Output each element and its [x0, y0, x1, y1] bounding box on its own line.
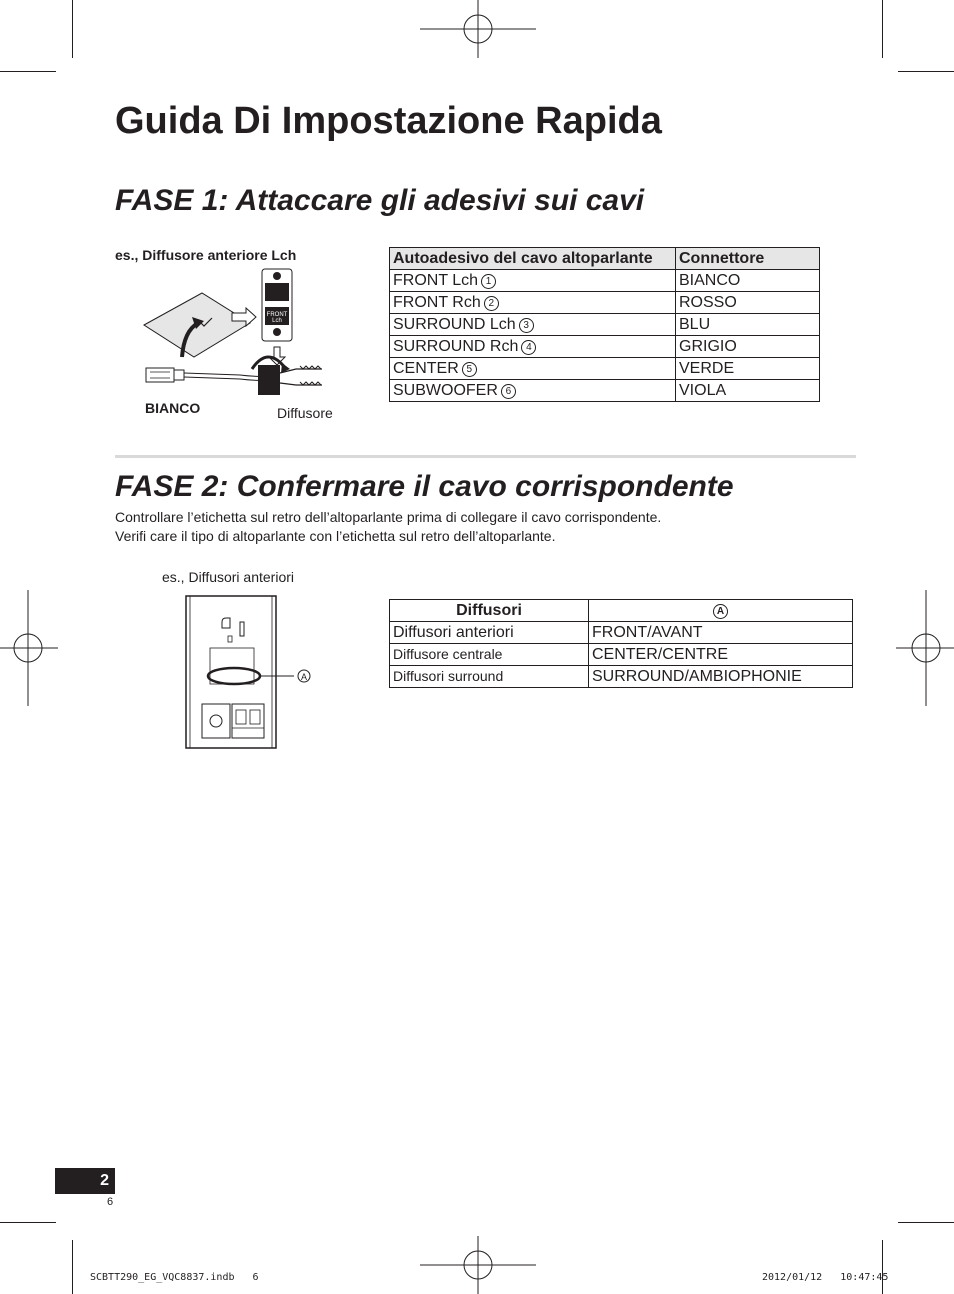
- step2-instruction-1: Controllare l’etichetta sul retro dell’altoparlante prima di collegare il cavo corrispondente.: [115, 509, 662, 525]
- page-sub-number: 6: [107, 1196, 114, 1208]
- table-cell: GRIGIO: [676, 336, 820, 358]
- step1-example-caption: es., Diffusore anteriore Lch: [115, 247, 297, 263]
- column-header: Diffusori: [390, 600, 589, 622]
- table-cell: ROSSO: [676, 292, 820, 314]
- speaker-back-illustration: [180, 592, 320, 754]
- table-cell: CENTER 5: [390, 358, 676, 380]
- speaker-label-table: [389, 599, 853, 688]
- table-row: [390, 380, 820, 402]
- svg-text:Lch: Lch: [272, 318, 282, 324]
- table-row: [390, 644, 853, 666]
- table-row: [390, 622, 853, 644]
- registration-mark-bottom: [420, 1236, 536, 1294]
- registration-mark-right: [896, 590, 954, 706]
- page-number: 2: [55, 1168, 115, 1194]
- table-cell: SURROUND/AMBIOPHONIE: [589, 666, 853, 688]
- column-header: Connettore: [676, 248, 820, 270]
- table-row: [390, 666, 853, 688]
- sticker-connector-table: [389, 247, 820, 402]
- table-cell: SUBWOOFER 6: [390, 380, 676, 402]
- step1-heading: FASE 1: Attaccare gli adesivi sui cavi: [115, 184, 645, 217]
- table-cell: FRONT/AVANT: [589, 622, 853, 644]
- table-header-row: [390, 600, 853, 622]
- label-diffusore: Diffusore: [277, 405, 333, 421]
- column-header: Autoadesivo del cavo altoparlante: [390, 248, 676, 270]
- table-cell: Diffusori anteriori: [390, 622, 589, 644]
- svg-text:A: A: [300, 672, 308, 682]
- table-cell: FRONT Rch 2: [390, 292, 676, 314]
- step2-instruction-2: Verifi care il tipo di altoparlante con l’etichetta sul retro dell’altoparlante.: [115, 528, 556, 544]
- step2-heading: FASE 2: Confermare il cavo corrispondente: [115, 470, 734, 503]
- table-cell: VERDE: [676, 358, 820, 380]
- step2-example-caption: es., Diffusori anteriori: [162, 569, 295, 585]
- table-cell: Diffusore centrale: [390, 644, 589, 666]
- table-row: [390, 336, 820, 358]
- table-row: [390, 270, 820, 292]
- table-cell: VIOLA: [676, 380, 820, 402]
- column-header: A: [589, 600, 853, 622]
- table-row: [390, 292, 820, 314]
- table-cell: BIANCO: [676, 270, 820, 292]
- table-cell: SURROUND Lch 3: [390, 314, 676, 336]
- page-title: Guida Di Impostazione Rapida: [115, 100, 662, 142]
- section-divider: [115, 455, 856, 458]
- table-cell: FRONT Lch 1: [390, 270, 676, 292]
- table-row: [390, 314, 820, 336]
- label-bianco: BIANCO: [145, 400, 201, 416]
- registration-mark-left: [0, 590, 58, 706]
- table-cell: SURROUND Rch 4: [390, 336, 676, 358]
- table-header-row: [390, 248, 820, 270]
- timestamp: 2012/01/12 10:47:45: [762, 1272, 889, 1283]
- registration-mark-top: [420, 0, 536, 60]
- table-row: [390, 358, 820, 380]
- table-cell: CENTER/CENTRE: [589, 644, 853, 666]
- table-cell: BLU: [676, 314, 820, 336]
- file-info: SCBTT290_EG_VQC8837.indb 6: [90, 1272, 259, 1283]
- table-cell: Diffusori surround: [390, 666, 589, 688]
- svg-text:FRONT: FRONT: [266, 312, 288, 318]
- sticker-illustration: [140, 265, 340, 405]
